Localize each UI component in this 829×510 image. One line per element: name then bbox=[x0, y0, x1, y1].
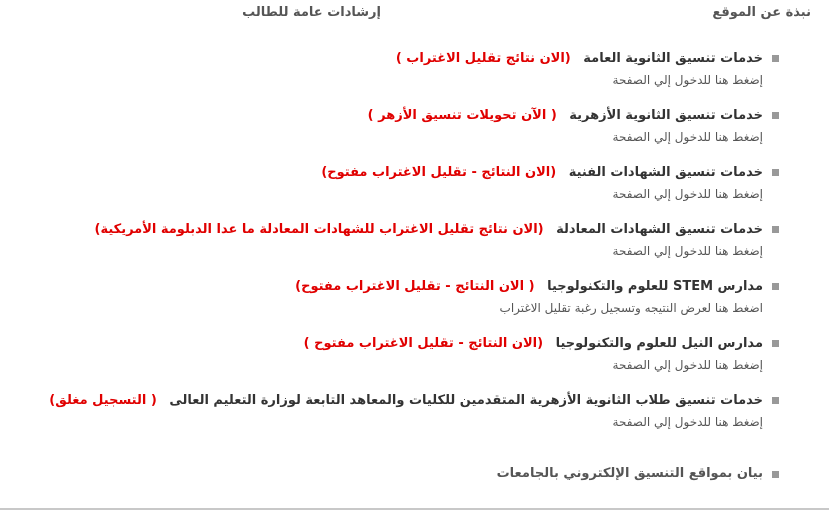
service-status: (الان نتائج تقليل الاغتراب للشهادات المعادلة ما عدا الدبلومة الأمريكية) bbox=[94, 222, 544, 237]
service-result-link[interactable]: اضغط هنا لعرض النتيجه وتسجيل رغبة تقليل الاغتراب bbox=[499, 301, 763, 315]
service-title-line bbox=[3, 164, 763, 182]
service-item-nile-schools bbox=[3, 335, 763, 392]
services-list bbox=[3, 50, 763, 449]
service-enter-link[interactable]: إضغط هنا للدخول إلي الصفحة bbox=[612, 415, 763, 429]
service-status: ( الآن تحويلات تنسيق الأزهر ) bbox=[367, 108, 557, 123]
service-enter-link[interactable]: إضغط هنا للدخول إلي الصفحة bbox=[612, 358, 763, 372]
service-title: خدمات تنسيق الشهادات الفنية bbox=[568, 165, 763, 180]
top-nav bbox=[0, 5, 829, 27]
service-title-line bbox=[3, 392, 763, 410]
square-bullet-icon bbox=[772, 55, 779, 62]
service-item-technical-certificates bbox=[3, 164, 763, 221]
service-item-stem-schools bbox=[3, 278, 763, 335]
square-bullet-icon bbox=[772, 471, 779, 478]
service-item-azhar-secondary bbox=[3, 107, 763, 164]
service-enter-link[interactable]: إضغط هنا للدخول إلي الصفحة bbox=[612, 244, 763, 258]
universities-coordination-statement-link[interactable] bbox=[497, 466, 763, 481]
service-item-equivalent-certificates bbox=[3, 221, 763, 278]
service-title-line bbox=[3, 335, 763, 353]
service-enter-link[interactable]: إضغط هنا للدخول إلي الصفحة bbox=[612, 73, 763, 87]
service-title: خدمات تنسيق الشهادات المعادلة bbox=[556, 222, 763, 237]
service-enter-link[interactable]: إضغط هنا للدخول إلي الصفحة bbox=[612, 187, 763, 201]
service-title-line bbox=[3, 50, 763, 68]
square-bullet-icon bbox=[772, 340, 779, 347]
service-item-azhar-higher-education bbox=[3, 392, 763, 449]
square-bullet-icon bbox=[772, 112, 779, 119]
service-title: خدمات تنسيق الثانوية العامة bbox=[583, 51, 763, 66]
service-title: خدمات تنسيق الثانوية الأزهرية bbox=[569, 108, 763, 123]
service-status: ( الان النتائج - تقليل الاغتراب مفتوح) bbox=[295, 279, 535, 294]
service-title-line bbox=[3, 278, 763, 296]
square-bullet-icon bbox=[772, 283, 779, 290]
service-title: خدمات تنسيق طلاب الثانوية الأزهرية المتقدمين للكليات والمعاهد التابعة لوزارة التعليم العالى bbox=[169, 393, 763, 408]
service-status: (الان النتائج - تقليل الاغتراب مفتوح ) bbox=[303, 336, 544, 351]
nav-link-about[interactable]: نبذة عن الموقع bbox=[712, 5, 811, 20]
square-bullet-icon bbox=[772, 169, 779, 176]
nav-link-student-guidance[interactable]: إرشادات عامة للطالب bbox=[242, 5, 381, 20]
service-title: مدارس STEM للعلوم والتكنولوجيا bbox=[547, 279, 763, 294]
service-title-line bbox=[3, 107, 763, 125]
service-item-general-secondary bbox=[3, 50, 763, 107]
service-status: (الان النتائج - تقليل الاغتراب مفتوح) bbox=[321, 165, 557, 180]
service-enter-link[interactable]: إضغط هنا للدخول إلي الصفحة bbox=[612, 130, 763, 144]
statement-label: بيان بمواقع التنسيق الإلكتروني بالجامعات bbox=[496, 466, 763, 481]
service-status: ( التسجيل مغلق) bbox=[49, 393, 157, 408]
service-title: مدارس النيل للعلوم والتكنولوجيا bbox=[555, 336, 763, 351]
service-status: (الان نتائج تقليل الاغتراب ) bbox=[395, 51, 571, 66]
service-title-line bbox=[3, 221, 763, 239]
square-bullet-icon bbox=[772, 226, 779, 233]
square-bullet-icon bbox=[772, 397, 779, 404]
